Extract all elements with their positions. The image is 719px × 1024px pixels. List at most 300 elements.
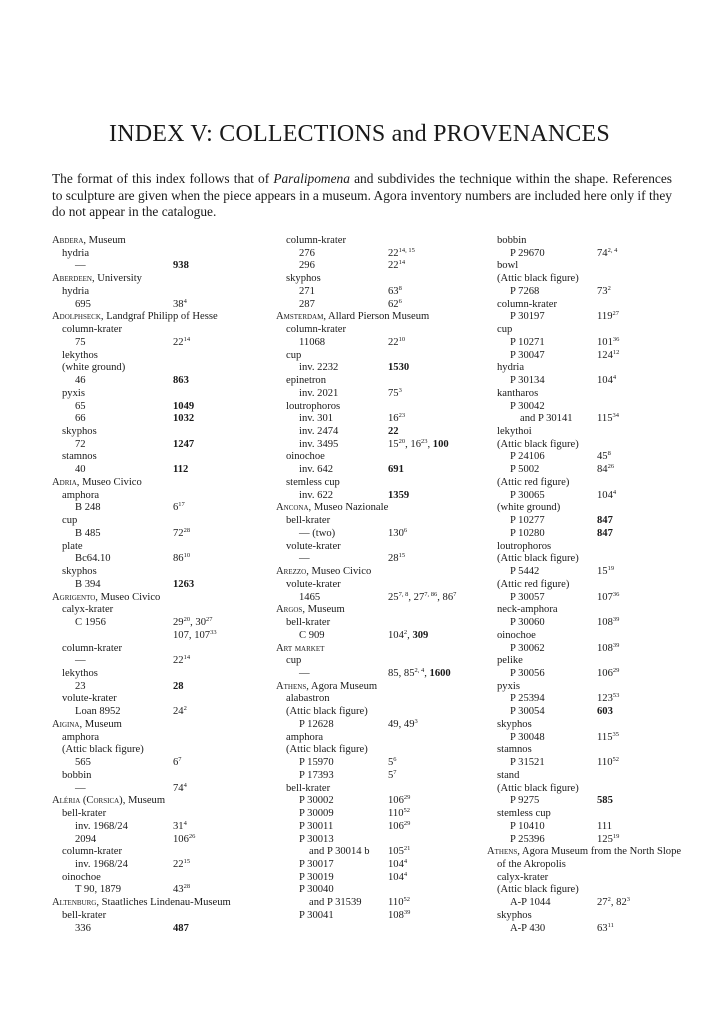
inventory-number: P 30017 [299,858,334,870]
shape-label: skyphos [497,718,532,730]
index-entry [276,439,476,452]
intro-italic-title: Paralipomena [273,171,350,186]
shape-label: kantharos [497,387,539,399]
page-reference: $31^4$ [173,819,187,832]
index-entry [276,668,476,681]
index-entry [487,324,687,337]
index-entry [487,821,687,834]
page-reference: $106^{29}$ [597,666,620,679]
index-entry [276,299,476,312]
inventory-number: — [299,667,310,679]
index-entry [276,846,476,859]
index-entry [276,337,476,350]
inventory-number: 296 [299,260,315,272]
page-reference: $115^{34}$ [597,412,619,425]
page-reference: 49, $49^3$ [388,717,418,730]
index-entry [487,502,687,515]
index-entry [52,923,252,936]
shape-label: hydria [497,362,525,374]
index-entry [52,655,252,668]
page-reference: $6^{17}$ [173,501,185,514]
collection-name: Aberdeen, University [52,273,142,285]
shape-label: skyphos [62,426,97,438]
index-entry [487,337,687,350]
shape-label: bell-krater [286,782,331,794]
index-entry [487,311,687,324]
collection-name: Ancona, Museo Nazionale [276,502,389,514]
inventory-number: P 10280 [510,527,545,539]
index-entry [487,681,687,694]
shape-label: stamnos [62,451,97,463]
inventory-number: P 5442 [510,566,540,578]
index-entry [52,541,252,554]
inventory-number: P 25396 [510,833,545,845]
inventory-number: 287 [299,298,315,310]
page-reference: $27^2$, $82^3$ [597,896,630,909]
shape-label: loutrophoros [497,540,552,552]
index-entry [487,490,687,503]
index-entry [52,490,252,503]
index-entry [52,464,252,477]
index-entry [276,592,476,605]
shape-label: bobbin [62,769,92,781]
index-entry [487,426,687,439]
inventory-number: and P 30141 [520,413,573,425]
shape-label: cup [497,324,513,336]
index-entry [276,795,476,808]
index-entry [52,553,252,566]
inventory-number: inv. 622 [299,489,334,501]
page-reference: $74^4$ [173,781,187,794]
index-entry [52,286,252,299]
page-reference: $29^{20}$, $30^{27}$ [173,616,213,629]
index-entry [487,248,687,261]
shape-label: amphora [286,731,324,743]
index-entry [276,770,476,783]
index-entry [487,655,687,668]
shape-label: (Attic black figure) [286,706,368,718]
index-entry [276,451,476,464]
inventory-number: P 31521 [510,757,545,769]
page-reference: $106^{26}$ [173,832,196,845]
inventory-number: P 29670 [510,247,545,259]
shape-label: (Attic black figure) [497,438,579,450]
index-heading [52,795,252,808]
index-entry [276,235,476,248]
page-reference: 1247 [173,438,195,450]
page-reference: 1032 [173,413,195,425]
shape-label: bell-krater [286,617,331,629]
collection-name: Aigina, Museum [52,718,122,730]
index-entry [52,502,252,515]
page-reference: $115^{35}$ [597,730,619,743]
index-entry [487,643,687,656]
index-heading [52,311,252,324]
shape-label: column-krater [497,298,558,310]
inventory-number: P 5002 [510,464,540,476]
shape-label: cup [286,655,302,667]
shape-label: lekythos [62,667,98,679]
inventory-number: P 30060 [510,617,545,629]
collection-name: Adria, Museo Civico [52,476,142,488]
index-entry [276,872,476,885]
page-reference: $104^2$, 309 [388,628,429,641]
page-reference: $38^4$ [173,297,187,310]
shape-label: column-krater [286,324,347,336]
inventory-number: — [75,655,86,667]
index-entry [276,413,476,426]
inventory-number: P 30011 [299,820,334,832]
collection-name: Art market [276,642,325,654]
page-reference: $15^{20}$, $16^{23}$, 100 [388,437,449,450]
shape-label: bell-krater [62,909,107,921]
inventory-number: A-P 1044 [510,897,551,909]
inventory-number: P 10410 [510,820,545,832]
shape-label: volute-krater [286,540,341,552]
inventory-number: 46 [75,375,86,387]
inventory-number: C 909 [299,629,325,641]
inventory-number: Loan 8952 [75,706,121,718]
index-heading [52,719,252,732]
index-entry [52,732,252,745]
index-entry [52,668,252,681]
shape-label: oinochoe [286,451,325,463]
page-reference: $22^{10}$ [388,335,406,348]
index-entry [487,795,687,808]
inventory-number: P 30009 [299,808,334,820]
inventory-number: 565 [75,757,91,769]
inventory-number: inv. 1968/24 [75,858,128,870]
inventory-number: P 30002 [299,795,334,807]
shape-label: pelike [497,655,523,667]
shape-label: (white ground) [497,502,561,514]
index-entry [276,528,476,541]
inventory-number: 72 [75,438,86,450]
shape-label: (Attic red figure) [497,476,570,488]
index-entry [276,541,476,554]
index-entry [487,566,687,579]
index-entry [276,808,476,821]
index-entry [52,681,252,694]
index-entry [52,706,252,719]
index-entry [276,426,476,439]
index-entry [276,375,476,388]
index-entry [276,477,476,490]
inventory-number: 75 [75,336,86,348]
page-reference: $104^4$ [597,488,617,501]
index-entry [52,757,252,770]
index-entry [487,515,687,528]
index-entry [52,515,252,528]
inventory-number: 23 [75,680,86,692]
inventory-number: B 248 [75,502,101,514]
index-entry [276,362,476,375]
inventory-number: 11068 [299,336,326,348]
index-entry [276,350,476,363]
page-reference: $24^2$ [173,705,187,718]
index-entry [52,413,252,426]
shape-label: hydria [62,285,90,297]
index-entry [487,541,687,554]
index-entry [276,897,476,910]
index-entry [276,401,476,414]
page-reference: $104^4$ [388,870,408,883]
page-reference: 85, 85$^{2, 4}$, 1600 [388,666,451,679]
inventory-number: P 10271 [510,336,545,348]
index-entry [487,770,687,783]
page-reference: 1530 [388,362,410,374]
page-reference: $104^4$ [388,857,408,870]
index-column-2 [276,235,476,923]
page-reference: $119^{27}$ [597,310,619,323]
page-reference: $73^2$ [597,284,611,297]
page-reference: 112 [173,464,189,476]
shape-label: column-krater [286,235,347,246]
page-reference: $5^6$ [388,756,397,769]
index-entry [276,744,476,757]
index-entry [487,362,687,375]
index-entry [487,617,687,630]
page-reference: 1049 [173,400,195,412]
shape-label: plate [62,540,83,552]
page-reference: 487 [173,922,189,934]
shape-label: cup [286,349,302,361]
shape-label: amphora [62,489,100,501]
inventory-number: P 30134 [510,375,545,387]
index-entry [487,872,687,885]
index-entry [276,719,476,732]
index-entry [52,439,252,452]
inventory-number: P 30056 [510,667,545,679]
inventory-number: inv. 2474 [299,426,339,438]
page-reference: $22^{14}$ [388,259,406,272]
page-reference: 22 [388,426,399,438]
shape-label: loutrophoros [286,400,341,412]
page-reference: $105^{21}$ [388,845,411,858]
page-reference: 863 [173,375,189,387]
page-reference: 1263 [173,578,195,590]
index-entry [487,834,687,847]
collection-name: Argos, Museum [276,604,345,616]
index-entry [487,719,687,732]
index-entry [487,286,687,299]
index-entry [487,757,687,770]
index-entry [52,248,252,261]
shape-label: skyphos [62,566,97,578]
page-reference: $6^7$ [173,756,182,769]
index-entry [487,579,687,592]
collection-name: Abdera, Museum [52,235,126,246]
shape-label: pyxis [497,680,520,692]
index-entry [487,260,687,273]
index-heading [52,235,252,248]
index-entry [276,859,476,872]
shape-label: hydria [62,247,90,259]
index-entry [487,744,687,757]
collection-name: Amsterdam, Allard Pierson Museum [276,311,430,323]
inventory-number: 276 [299,247,315,259]
shape-label: bowl [497,260,519,272]
inventory-number: Bc64.10 [75,553,111,565]
index-entry [52,910,252,923]
index-heading [276,566,476,579]
shape-label: (Attic red figure) [497,578,570,590]
index-entry [276,693,476,706]
index-entry [276,286,476,299]
index-entry [487,732,687,745]
index-entry [276,324,476,337]
index-heading [52,897,252,910]
index-entry [487,668,687,681]
page-reference: 111 [597,820,613,832]
page-reference: $104^4$ [597,374,617,387]
index-entry [276,910,476,923]
inventory-number: and P 31539 [309,897,362,909]
page-reference: 847 [597,515,613,527]
shape-label: column-krater [62,846,123,858]
index-entry [52,744,252,757]
inventory-number: P 30047 [510,349,545,361]
shape-label: bell-krater [62,808,107,820]
index-heading [276,502,476,515]
inventory-number: P 12628 [299,718,334,730]
page-reference: $62^6$ [388,297,402,310]
index-heading [276,311,476,324]
inventory-number: and P 30014 b [309,846,370,858]
page-reference: $110^{52}$ [388,896,410,909]
page-reference: $43^{28}$ [173,883,191,896]
page-reference: $84^{26}$ [597,463,615,476]
page-reference: 691 [388,464,404,476]
shape-label: neck-amphora [497,604,558,616]
inventory-number: 336 [75,922,91,934]
page-reference: $106^{29}$ [388,819,411,832]
index-heading [52,273,252,286]
index-entry [487,413,687,426]
inventory-number: 2094 [75,833,97,845]
index-entry [487,464,687,477]
index-entry [276,553,476,566]
shape-label: oinochoe [62,871,101,883]
inventory-number: P 7268 [510,285,540,297]
inventory-number: 66 [75,413,86,425]
index-entry [52,579,252,592]
page-reference: $130^6$ [388,526,408,539]
index-entry [52,859,252,872]
page-reference: 603 [597,706,613,718]
index-entry [487,910,687,923]
index-entry [52,401,252,414]
shape-label: (white ground) [62,362,126,374]
index-entry [487,350,687,363]
inventory-number: P 15970 [299,757,334,769]
index-entry [487,923,687,936]
index-entry [52,643,252,656]
page-reference: 25$^{7, 8}$, 27$^{7, 86}$, $86^7$ [388,590,457,603]
index-entry [52,834,252,847]
page-reference: 847 [597,527,613,539]
index-entry [487,451,687,464]
index-entry [487,604,687,617]
shape-label: stamnos [497,744,532,756]
shape-label: of the Akropolis [497,858,566,870]
shape-label: volute-krater [62,693,117,705]
page-reference: $22^{15}$ [173,857,191,870]
inventory-number: — [299,553,310,565]
page-reference: $107^{36}$ [597,590,620,603]
page-reference: $72^{28}$ [173,526,191,539]
collection-name: Athens, Agora Museum [276,680,378,692]
index-entry [52,260,252,273]
shape-label: column-krater [62,642,123,654]
index-entry [487,897,687,910]
index-entry [52,821,252,834]
index-entry [487,477,687,490]
shape-label: volute-krater [286,578,341,590]
shape-label: (Attic black figure) [497,553,579,565]
page-reference: $28^{15}$ [388,552,406,565]
inventory-number: 65 [75,400,86,412]
inventory-number: P 30065 [510,489,545,501]
index-entry [52,375,252,388]
index-entry [487,783,687,796]
index-entry [276,706,476,719]
shape-label: calyx-krater [497,871,549,883]
index-entry [52,426,252,439]
index-entry [276,490,476,503]
shape-label: pyxis [62,387,85,399]
index-entry [487,693,687,706]
inventory-number: A-P 430 [510,922,546,934]
page-reference: $63^8$ [388,284,402,297]
index-entry [276,617,476,630]
index-entry [276,783,476,796]
index-entry [52,362,252,375]
shape-label: amphora [62,731,100,743]
index-entry [487,375,687,388]
index-entry [52,783,252,796]
index-entry [487,592,687,605]
index-entry [52,299,252,312]
page-reference: $101^{36}$ [597,335,620,348]
shape-label: lekythos [62,349,98,361]
page-reference: $22^{14}$ [173,654,191,667]
inventory-number: 1465 [299,591,321,603]
index-entry [276,732,476,745]
index-entry [52,808,252,821]
inventory-number: inv. 3495 [299,438,339,450]
page-reference: $45^8$ [597,450,611,463]
shape-label: stemless cup [497,808,551,820]
collection-name: Aléria (Corsica), Museum [52,795,166,807]
shape-label: alabastron [286,693,330,705]
index-entry [52,451,252,464]
page-reference: $5^7$ [388,768,397,781]
page-reference: 1359 [388,489,410,501]
page-reference: $22^{14}$ [173,335,191,348]
shape-label: bell-krater [286,515,331,527]
index-entry [487,401,687,414]
index-entry [276,388,476,401]
inventory-number: 271 [299,285,315,297]
shape-label: lekythoi [497,426,532,438]
page-reference: 938 [173,260,189,272]
inventory-number: inv. 1968/24 [75,820,128,832]
index-entry [276,273,476,286]
inventory-number: C 1956 [75,617,106,629]
collection-name: Arezzo, Museo Civico [276,566,372,578]
page-reference: $108^{39}$ [597,641,620,654]
